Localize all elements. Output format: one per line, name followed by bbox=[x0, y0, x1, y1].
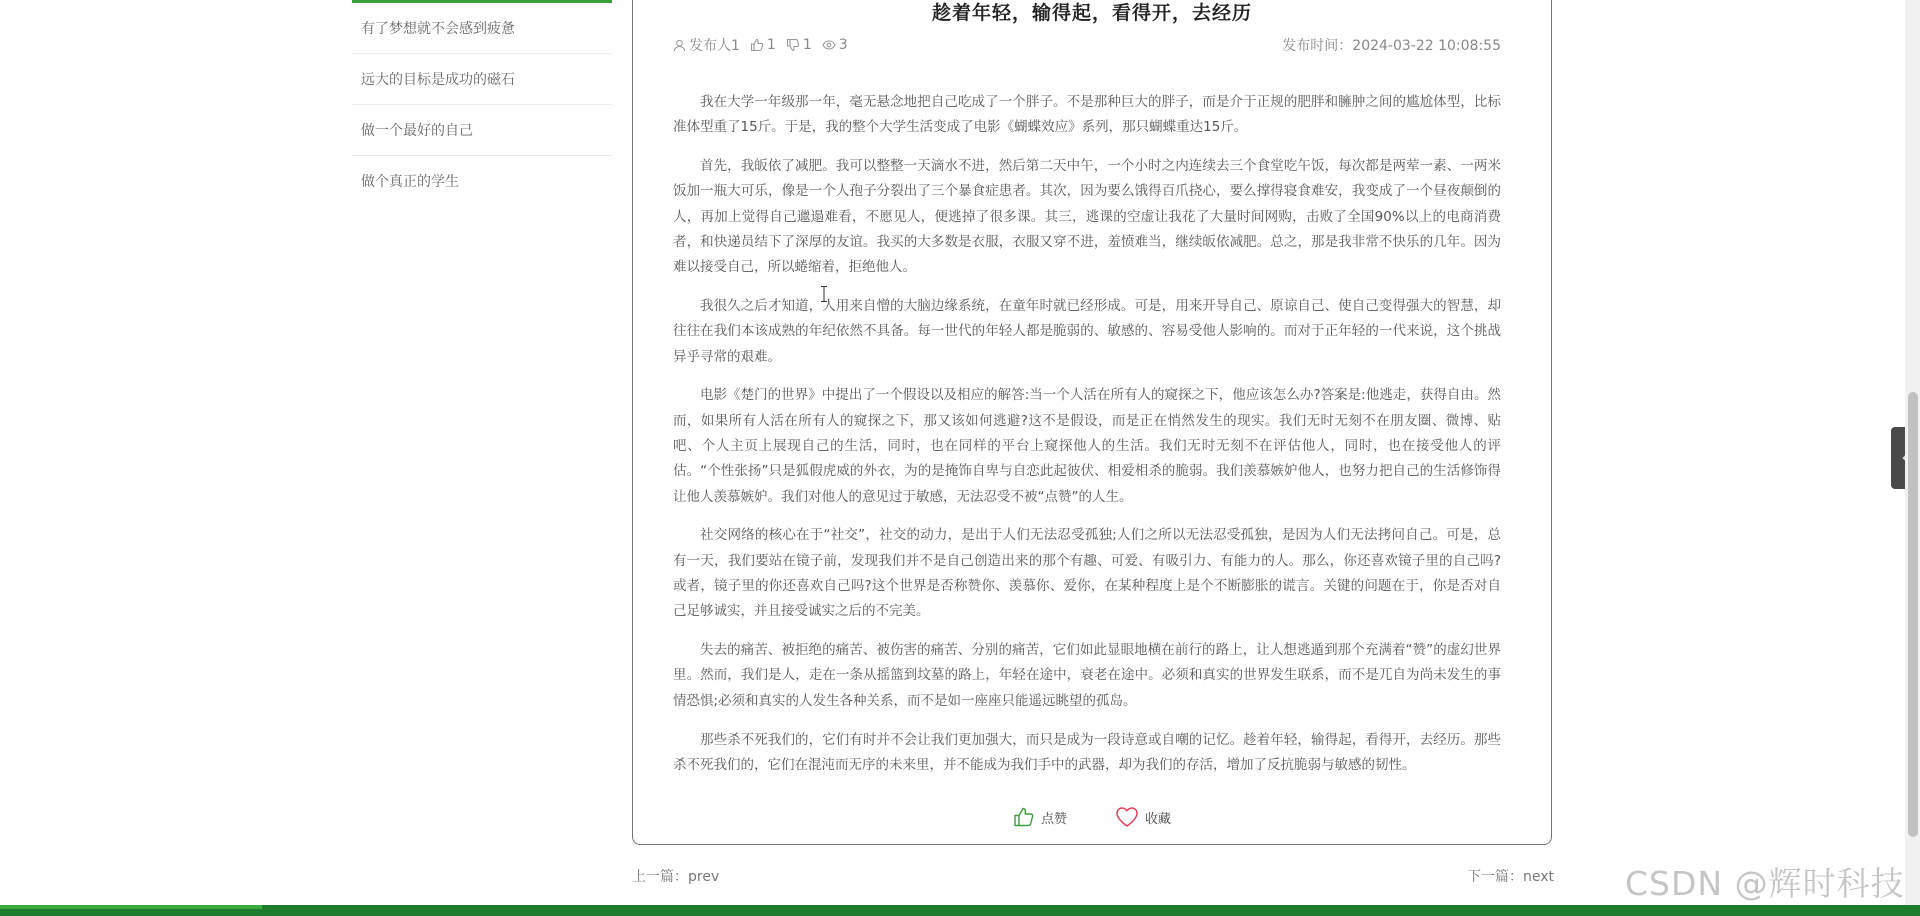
article-body bbox=[673, 90, 1501, 792]
article-paragraph: 社交网络的核心在于“社交”，社交的动力，是出于人们无法忍受孤独;人们之所以无法忍受孤独，是因为人们无法拷问自己。可是，总有一天，我们要站在镜子前，发现我们并不是自己创造出来的那个有趣、可爱、有吸引力、有能力的人。那么，你还喜欢镜子里的自己吗?或者，镜子里的你还喜欢自己吗?这个世界是否称赞你、羡慕你、爱你，在某种程度上是个不断膨胀的谎言。关键的问题在于，你是否对自己足够诚实，并且接受诚实之后的不完美。 bbox=[673, 527, 1501, 620]
heart-icon bbox=[1115, 806, 1139, 828]
bottom-bar bbox=[0, 905, 1920, 916]
likes-meta bbox=[750, 37, 776, 53]
author-name: 发布人1 bbox=[689, 38, 740, 54]
favorite-button-label: 收藏 bbox=[1145, 811, 1172, 827]
eye-icon bbox=[822, 38, 836, 52]
sidebar-item[interactable]: 做个真正的学生 bbox=[361, 174, 459, 190]
article-paragraph: 我在大学一年级那一年，毫无悬念地把自己吃成了一个胖子。不是那种巨大的胖子，而是介于正规的肥胖和臃肿之间的尴尬体型，比标准体型重了15斤。于是，我的整个大学生活变成了电影《蝴蝶效应》系列，那只蝴蝶重达15斤。 bbox=[673, 94, 1501, 136]
sidebar-item[interactable]: 做一个最好的自己 bbox=[352, 105, 612, 156]
like-button-label: 点赞 bbox=[1040, 811, 1067, 827]
prev-label: 上一篇： bbox=[632, 869, 688, 885]
article-card bbox=[632, 0, 1552, 845]
next-label: 下一篇： bbox=[1467, 869, 1523, 885]
next-link-container bbox=[1467, 866, 1554, 886]
article-meta bbox=[673, 35, 1501, 55]
ibeam-cursor-icon bbox=[820, 286, 828, 302]
sidebar-article-list bbox=[352, 0, 612, 207]
article-paragraph: 电影《楚门的世界》中提出了一个假设以及相应的解答:当一个人活在所有人的窥探之下，他应该怎么办?答案是:他逃走，获得自由。然而，如果所有人活在所有人的窥探之下，那又该如何逃避?这不是假设，而是正在悄然发生的现实。我们无时无刻不在朋友圈、微博、贴吧、个人主页上展现自己的生活，同时，也在同样的平台上窥探他人的生活。我们无时无刻不在评估他人，同时，也在接受他人的评估。“个性张扬”只是狐假虎威的外衣，为的是掩饰自卑与自恋此起彼伏、相爱相杀的脆弱。我们羡慕嫉妒他人，也努力把自己的生活修饰得让他人羡慕嫉妒。我们对他人的意见过于敏感，无法忍受不被“点赞”的人生。 bbox=[673, 387, 1501, 505]
thumbs-up-icon bbox=[1013, 806, 1035, 828]
dislikes-count: 1 bbox=[802, 37, 812, 53]
article-title: 趁着年轻，输得起，看得开，去经历 bbox=[931, 2, 1252, 24]
views-meta bbox=[822, 37, 848, 53]
thumbs-down-icon bbox=[786, 38, 800, 52]
prev-link[interactable]: prev bbox=[688, 869, 720, 885]
views-count: 3 bbox=[838, 37, 848, 53]
dislikes-meta bbox=[786, 37, 812, 53]
scrollbar-thumb[interactable] bbox=[1908, 392, 1918, 837]
publish-time: 发布时间：2024-03-22 10:08:55 bbox=[1282, 38, 1501, 54]
watermark: CSDN @辉时科技 bbox=[1625, 864, 1905, 903]
likes-count: 1 bbox=[766, 37, 776, 53]
like-button[interactable] bbox=[1013, 806, 1067, 828]
prev-link-container bbox=[632, 866, 719, 886]
user-icon bbox=[673, 39, 686, 52]
favorite-button[interactable] bbox=[1115, 806, 1171, 828]
article-paragraph: 我很久之后才知道，人用来自憎的大脑边缘系统，在童年时就已经形成。可是，用来开导自己、原谅自己、使自己变得强大的智慧，却往往在我们本该成熟的年纪依然不具备。每一世代的年轻人都是脆弱的、敏感的、容易受他人影响的。而对于正年轻的一代来说，这个挑战异乎寻常的艰难。 bbox=[673, 298, 1501, 365]
article-paragraph: 失去的痛苦、被拒绝的痛苦、被伤害的痛苦、分别的痛苦，它们如此显眼地横在前行的路上，让人想逃遁到那个充满着“赞”的虚幻世界里。然而，我们是人，走在一条从摇篮到坟墓的路上，年轻在途中，衰老在途中。必须和真实的世界发生联系，而不是兀自为尚未发生的事情恐惧;必须和真实的人发生各种关系，而不是如一座座只能遥远眺望的孤岛。 bbox=[673, 642, 1501, 709]
thumbs-up-icon bbox=[750, 38, 764, 52]
sidebar-item[interactable]: 有了梦想就不会感到疲惫 bbox=[352, 3, 612, 54]
author-meta bbox=[673, 35, 740, 55]
next-link[interactable]: next bbox=[1523, 869, 1555, 885]
article-actions bbox=[633, 806, 1551, 828]
bottom-progress-bar bbox=[0, 905, 262, 909]
article-paragraph: 首先，我皈依了减肥。我可以整整一天滴水不进，然后第二天中午，一个小时之内连续去三个食堂吃午饭，每次都是两荤一素、一两米饭加一瓶大可乐，像是一个人孢子分裂出了三个暴食症患者。其次，因为要么饿得百爪挠心，要么撑得寝食难安，我变成了一个昼夜颠倒的人，再加上觉得自己邋遢难看，不愿见人，便逃掉了很多课。其三，逃课的空虚让我花了大量时间网购，击败了全国90%以上的电商消费者，和快递员结下了深厚的友谊。我买的大多数是衣服，衣服又穿不进，羞愤难当，继续皈依减肥。总之，那是我非常不快乐的几年。因为难以接受自己，所以蜷缩着，拒绝他人。 bbox=[673, 158, 1501, 276]
article-paragraph: 那些杀不死我们的，它们有时并不会让我们更加强大，而只是成为一段诗意或自嘲的记忆。趁着年轻，输得起，看得开，去经历。那些杀不死我们的，它们在混沌而无序的未来里，并不能成为我们手中的武器，却为我们的存活，增加了反抗脆弱与敏感的韧性。 bbox=[673, 731, 1501, 773]
sidebar-item[interactable]: 远大的目标是成功的磁石 bbox=[352, 54, 612, 105]
